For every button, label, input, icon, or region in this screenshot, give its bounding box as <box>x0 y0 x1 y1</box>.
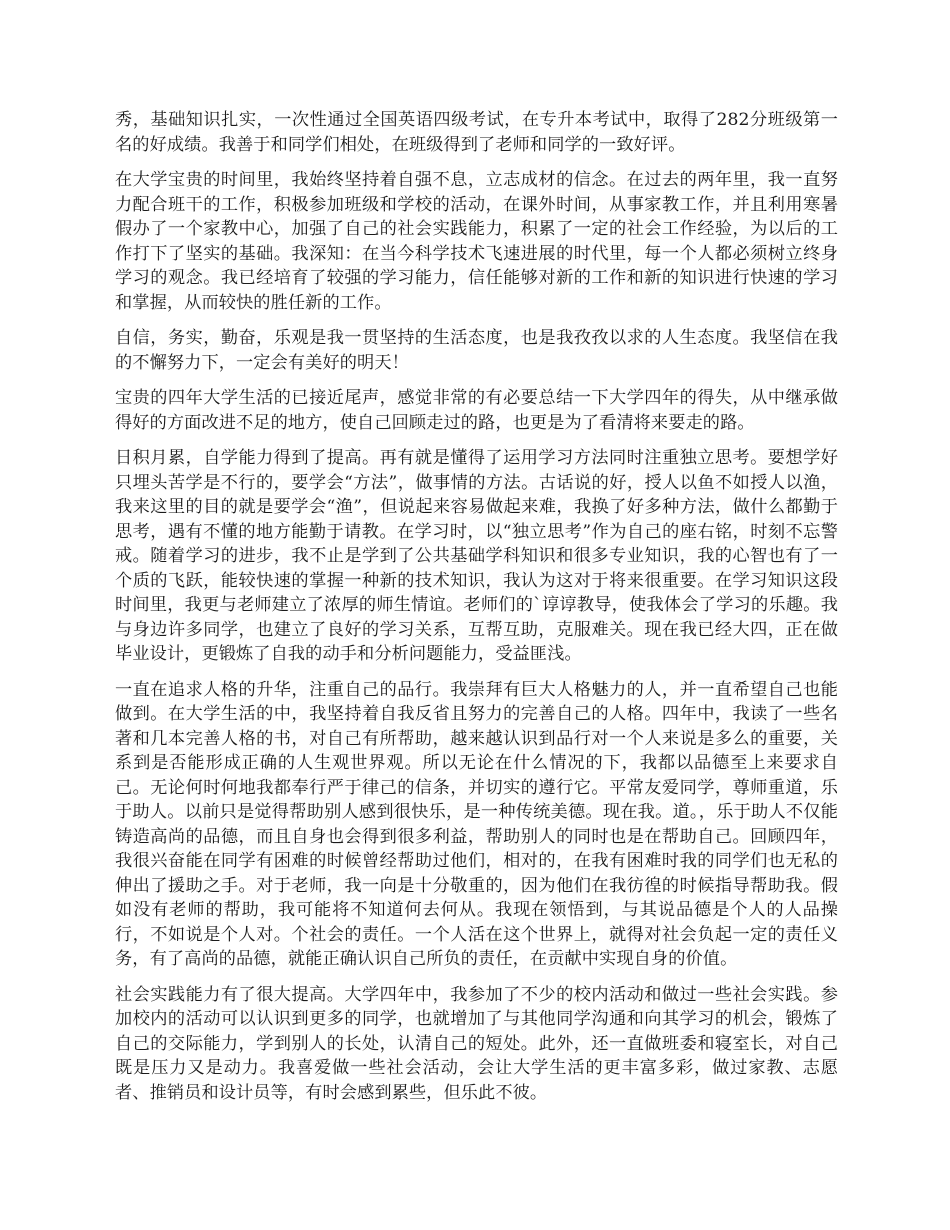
paragraph-life-attitude: 自信，务实，勤奋，乐观是我一贯坚持的生活态度，也是我孜孜以求的人生态度。我坚信在我的不懈努力下，一定会有美好的明天！ <box>115 328 838 373</box>
paragraph-self-improvement: 在大学宝贵的时间里，我始终坚持着自强不息，立志成材的信念。在过去的两年里，我一直努力配合班干的工作，积极参加班级和学校的活动，在课外时间，从事家教工作，并且利用寒暑假办了一个家教中心，加强了自己的社会实践能力，积累了一定的社会工作经验，为以后的工作打下了坚实的基础。我深知：在当今科学技术飞速进展的时代里，每一个人都必须树立终身学习的观念。我已经培育了较强的学习能力，信任能够对新的工作和新的知识进行快速的学习和掌握，从而较快的胜任新的工作。 <box>115 170 838 313</box>
paragraph-academic-record: 秀，基础知识扎实，一次性通过全国英语四级考试，在专升本考试中，取得了282分班级第一名的好成绩。我善于和同学们相处，在班级得到了老师和同学的一致好评。 <box>115 110 838 155</box>
paragraph-four-year-summary: 宝贵的四年大学生活的已接近尾声，感觉非常的有必要总结一下大学四年的得失，从中继承做得好的方面改进不足的地方，使自己回顾走过的路，也更是为了看清将来要走的路。 <box>115 388 838 433</box>
paragraph-social-practice: 社会实践能力有了很大提高。大学四年中，我参加了不少的校内活动和做过一些社会实践。参加校内的活动可以认识到更多的同学，也就增加了与其他同学沟通和向其学习的机会，锻炼了自己的交际能力，学到别人的长处，认清自己的短处。此外，还一直做班委和寝室长，对自己既是压力又是动力。我喜爱做一些社会活动，会让大学生活的更丰富多彩，做过家教、志愿者、推销员和设计员等，有时会感到累些，但乐此不彼。 <box>115 984 838 1103</box>
paragraph-character: 一直在追求人格的升华，注重自己的品行。我崇拜有巨大人格魅力的人，并一直希望自己也能做到。在大学生活的中，我坚持着自我反省且努力的完善自己的人格。四年中，我读了一些名著和几本完善人格的书，对自己有所帮助，越来越认识到品行对一个人来说是多么的重要，关系到是否能形成正确的人生观世界观。所以无论在什么情况的下，我都以品德至上来要求自己。无论何时何地我都奉行严于律己的信条，并切实的遵行它。平常友爱同学，尊师重道，乐于助人。以前只是觉得帮助别人感到很快乐，是一种传统美德。现在我。道。，乐于助人不仅能铸造高尚的品德，而且自身也会得到很多利益，帮助别人的同时也是在帮助自己。回顾四年，我很兴奋能在同学有困难的时候曾经帮助过他们，相对的，在我有困难时我的同学们也无私的伸出了援助之手。对于老师，我一向是十分敬重的，因为他们在我彷徨的时候指导帮助我。假如没有老师的帮助，我可能将不知道何去何从。我现在领悟到，与其说品德是个人的人品操行，不如说是个人对。个社会的责任。一个人活在这个世界上，就得对社会负起一定的责任义务，有了高尚的品德，就能正确认识自己所负的责任，在贡献中实现自身的价值。 <box>115 679 838 969</box>
document-body <box>115 108 838 1116</box>
paragraph-self-study: 日积月累，自学能力得到了提高。再有就是懂得了运用学习方法同时注重独立思考。要想学好只埋头苦学是不行的，要学会“方法”，做事情的方法。古话说的好，授人以鱼不如授人以渔，我来这里的目的就是要学会“渔”，但说起来容易做起来难，我换了好多种方法，做什么都勤于思考，遇有不懂的地方能勤于请教。在学习时，以“独立思考”作为自己的座右铭，时刻不忘警戒。随着学习的进步，我不止是学到了公共基础学科知识和很多专业知识，我的心智也有了一个质的飞跃，能较快速的掌握一种新的技术知识，我认为这对于将来很重要。在学习知识这段时间里，我更与老师建立了浓厚的师生情谊。老师们的`谆谆教导，使我体会了学习的乐趣。我与身边许多同学，也建立了良好的学习关系，互帮互助，克服难关。现在我已经大四，正在做毕业设计，更锻炼了自我的动手和分析问题能力，受益匪浅。 <box>115 448 838 664</box>
